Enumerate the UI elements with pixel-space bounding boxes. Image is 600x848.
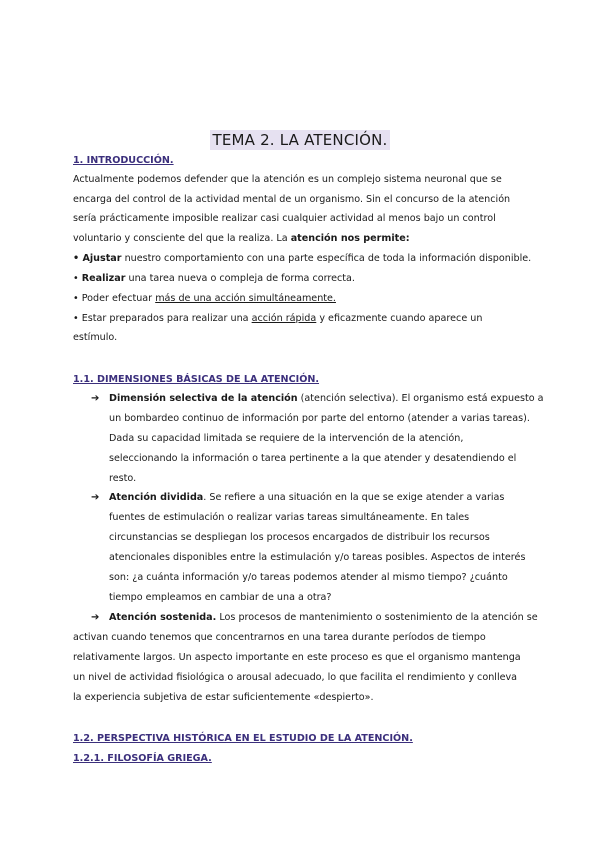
heading-filosofia: 1.2.1. FILOSOFÍA GRIEGA. [73,753,212,764]
arrow-bullet-icon: ➔ [91,612,100,623]
dim-selectiva-line-3: Dada su capacidad limitada se requiere de la intervención de la atención, [109,433,464,444]
dim-selectiva-line-2: un bombardeo continuo de información por parte del entorno (atender a varias tareas). [109,413,530,424]
bullet-preparados: • Estar preparados para realizar una acción rápida y eficazmente cuando aparece un [73,313,483,324]
sostenida-line-2: activan cuando tenemos que concentrarnos en una tarea durante períodos de tiempo [73,632,486,643]
heading-perspectiva: 1.2. PERSPECTIVA HISTÓRICA EN EL ESTUDIO DE LA ATENCIÓN. [73,733,413,744]
heading-dimensiones: 1.1. DIMENSIONES BÁSICAS DE LA ATENCIÓN. [73,374,320,385]
page-title [0,130,600,149]
dim-selectiva-line-4: seleccionando la información o tarea pertinente a la que atender y desatendiendo el [109,453,517,464]
sostenida-line-5: la experiencia subjetiva de estar suficientemente «despierto». [73,692,374,703]
bullet-preparados-cont: estímulo. [73,332,118,343]
dividida-line-5: son: ¿a cuánta información y/o tareas podemos atender al mismo tiempo? ¿cuánto [109,572,508,583]
dividida-line-2: fuentes de estimulación o realizar varias tareas simultáneamente. En tales [109,512,470,523]
bullet-realizar: • Realizar una tarea nueva o compleja de forma correcta. [73,273,355,284]
intro-line-4: voluntario y consciente del que la realiza. La atención nos permite: [73,233,410,244]
sostenida-line-3: relativamente largos. Un aspecto importante en este proceso es que el organismo mantenga [73,652,521,663]
intro-line-3: sería prácticamente imposible realizar casi cualquier actividad al menos bajo un control [73,213,496,224]
arrow-bullet-icon: ➔ [91,492,100,503]
dim-selectiva-line-1: Dimensión selectiva de la atención (atención selectiva). El organismo está expuesto a [109,393,544,404]
dividida-line-6: tiempo empleamos en cambiar de una a otra? [109,592,332,603]
heading-introduccion: 1. INTRODUCCIÓN. [73,155,174,166]
intro-line-1: Actualmente podemos defender que la atención es un complejo sistema neuronal que se [73,174,502,185]
dividida-line-1: Atención dividida. Se refiere a una situación en la que se exige atender a varias [109,492,505,503]
sostenida-line-1: Atención sostenida. Los procesos de mantenimiento o sostenimiento de la atención se [109,612,538,623]
bullet-ajustar: • Ajustar nuestro comportamiento con una parte específica de toda la información disponible. [73,253,532,264]
dividida-line-4: atencionales disponibles entre la estimulación y/o tareas posibles. Aspectos de interés [109,552,526,563]
sostenida-line-4: un nivel de actividad fisiológica o arousal adecuado, lo que facilita el rendimiento y conlleva [73,672,518,683]
intro-line-2: encarga del control de la actividad mental de un organismo. Sin el concurso de la atención [73,194,511,205]
title-text: TEMA 2. LA ATENCIÓN. [212,131,388,149]
arrow-bullet-icon: ➔ [91,393,100,404]
dim-selectiva-line-5: resto. [109,473,137,484]
dividida-line-3: circunstancias se despliegan los procesos encargados de distribuir los recursos [109,532,490,543]
bullet-efectuar: • Poder efectuar más de una acción simultáneamente. [73,293,336,304]
